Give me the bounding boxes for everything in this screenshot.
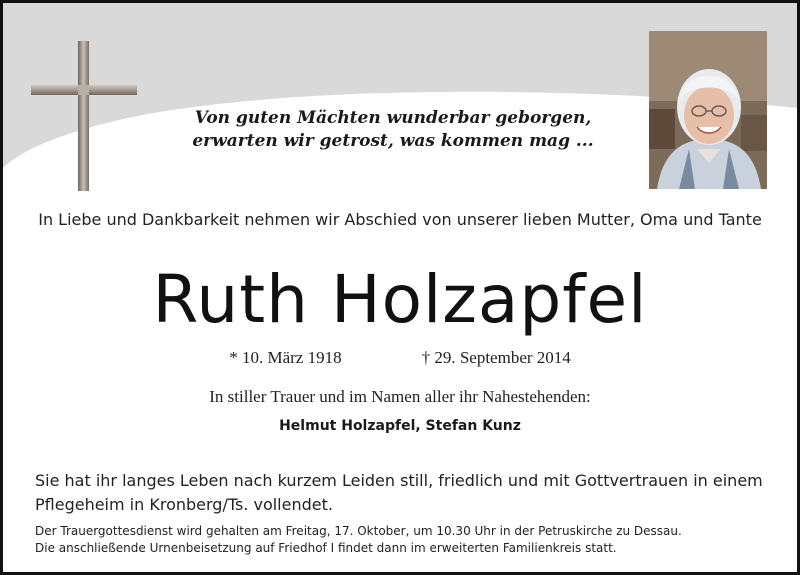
deceased-name: Ruth Holzapfel [152,261,648,338]
motto-quote [153,107,633,153]
service-line-2: Die anschließende Urnenbeisetzung auf Friedhof I findet dann im erweiterten Familienkreis statt. [35,541,617,555]
motto-line-1: Von guten Mächten wunderbar geborgen, [194,108,592,128]
service-info [35,523,795,557]
motto-line-2: erwarten wir getrost, was kommen mag ... [192,131,594,151]
life-dates [3,348,797,368]
birth-date: * 10. März 1918 [229,348,342,367]
cross-icon [31,41,137,191]
final-words-line-2: Pflegeheim in Kronberg/Ts. vollendet. [35,495,333,514]
final-words [35,469,775,517]
mourning-line: In stiller Trauer und im Namen aller ihr Nahestehenden: [209,387,591,406]
final-words-line-1: Sie hat ihr langes Leben nach kurzem Leiden still, friedlich und mit Gottvertrauen in einem [35,471,763,490]
signers: Helmut Holzapfel, Stefan Kunz [279,418,521,434]
service-line-1: Der Trauergottesdienst wird gehalten am Freitag, 17. Oktober, um 10.30 Uhr in der Petruskirche zu Dessau. [35,524,682,538]
portrait-photo [649,31,767,189]
death-date: † 29. September 2014 [421,348,571,367]
intro-text: In Liebe und Dankbarkeit nehmen wir Abschied von unserer lieben Mutter, Oma und Tante [38,210,762,229]
